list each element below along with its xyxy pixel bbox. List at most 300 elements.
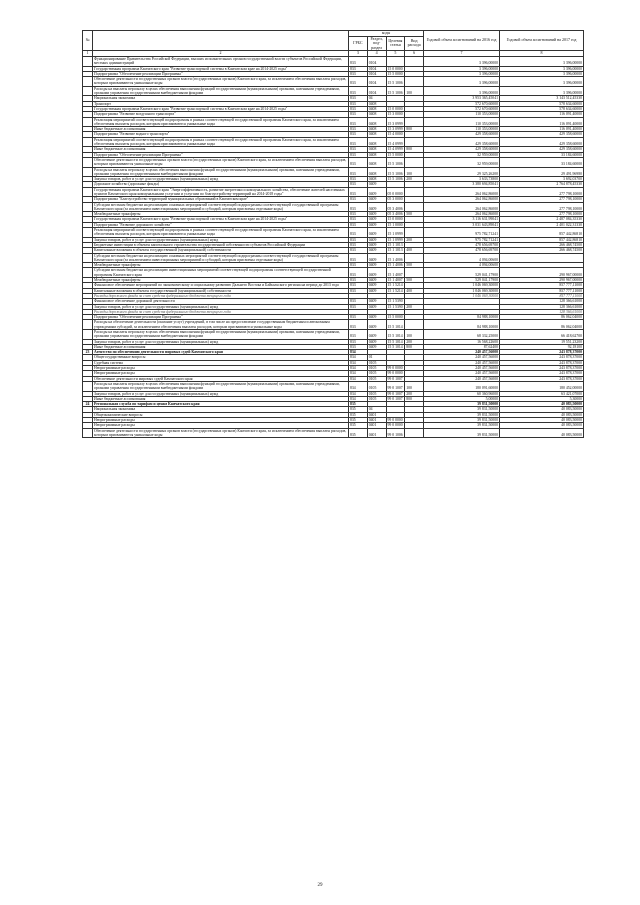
row-volume-2016: 3 396,00000 bbox=[424, 71, 500, 76]
row-razdel: 0409 bbox=[367, 222, 386, 227]
row-name: Реализация мероприятий соответствующей подпрограммы в рамках соответствующей государственной программы Камчатского края, за исключением обеспечения выплаты расходов, которым присваиваются уникальные коды bbox=[93, 228, 349, 238]
row-expense-type bbox=[405, 157, 424, 167]
row-volume-2016: 478 656,69700 bbox=[424, 248, 500, 253]
row-expense-type bbox=[405, 320, 424, 330]
row-target-article: 15 5 1014 bbox=[386, 344, 405, 349]
row-volume-2016: 39 831,50000 bbox=[424, 428, 500, 438]
row-volume-2016: 264 062,86000 bbox=[424, 202, 500, 212]
header-expense-type: Вид расхода bbox=[405, 36, 424, 51]
row-name: Иные бюджетные ассигнования bbox=[93, 396, 349, 401]
row-target-article: 15 4 0999 bbox=[386, 147, 405, 152]
row-name: Межбюджетные трансферты bbox=[93, 212, 349, 217]
row-volume-2017: 40 083,50000 bbox=[500, 407, 584, 412]
row-name: Расходы на выплаты персоналу в целях обеспечения выполнения функций государственными (муниципальными) органами, казенными учреждениями, органами управления государственными внебюджетными фондами bbox=[93, 381, 349, 391]
row-volume-2017: 180 452,00000 bbox=[500, 381, 584, 391]
row-volume-2017: 40 083,50000 bbox=[500, 412, 584, 417]
row-volume-2017 bbox=[500, 253, 584, 263]
row-name: Подпрограмма "Обеспечение реализации Программы" bbox=[93, 315, 349, 320]
row-volume-2017: 19 551,23200 bbox=[500, 339, 584, 344]
row-target-article: 15 5 1014 bbox=[386, 320, 405, 330]
row-number bbox=[83, 86, 93, 96]
row-name: Расходы на обеспечение деятельности (оказание услуг) учреждений, в том числе на предоставление государственным бюджетным и автономным учреждениям субсидий, за исключением обеспечения выплаты расходов, которым присваиваются уникальные коды bbox=[93, 320, 349, 330]
page-number: 29 bbox=[317, 883, 323, 888]
row-volume-2017: 857 777,11000 bbox=[500, 293, 584, 298]
table-row bbox=[83, 157, 584, 167]
row-volume-2017: 857 777,11000 bbox=[500, 283, 584, 288]
row-volume-2017: 116 091,40000 bbox=[500, 117, 584, 127]
row-grbs: 833 bbox=[349, 71, 368, 76]
row-razdel: 0105 bbox=[367, 381, 386, 391]
row-grbs: 833 bbox=[349, 320, 368, 330]
row-volume-2017: 3 396,00000 bbox=[500, 56, 584, 66]
row-grbs: 833 bbox=[349, 344, 368, 349]
row-volume-2017: 857 442,86810 bbox=[500, 237, 584, 242]
row-volume-2016: 429 358,60000 bbox=[424, 132, 500, 137]
row-razdel: 0408 bbox=[367, 177, 386, 182]
row-volume-2016: 5,00000 bbox=[424, 396, 500, 401]
row-volume-2017: 429 358,60000 bbox=[500, 132, 584, 137]
row-target-article: 15 5 0000 bbox=[386, 71, 405, 76]
row-target-article: 15 5 0000 bbox=[386, 152, 405, 157]
row-grbs: 834 bbox=[349, 366, 368, 371]
table-row bbox=[83, 137, 584, 147]
row-target-article: 99 0 1007 bbox=[386, 381, 405, 391]
row-grbs: 833 bbox=[349, 157, 368, 167]
row-razdel: 0409 bbox=[367, 228, 386, 238]
row-razdel: 04 bbox=[367, 96, 386, 101]
row-razdel: 0105 bbox=[367, 371, 386, 376]
row-grbs: 833 bbox=[349, 96, 368, 101]
row-grbs: 833 bbox=[349, 147, 368, 152]
row-volume-2016: 110 353,00000 bbox=[424, 117, 500, 127]
row-grbs: 833 bbox=[349, 187, 368, 197]
row-razdel: 0409 bbox=[367, 278, 386, 283]
row-volume-2016: 29 325,26200 bbox=[424, 167, 500, 177]
row-number bbox=[83, 253, 93, 263]
row-target-article: 15 1 5390 bbox=[386, 304, 405, 309]
column-number: 7 bbox=[424, 51, 500, 57]
row-razdel: 0401 bbox=[367, 418, 386, 423]
row-expense-type bbox=[405, 77, 424, 87]
row-volume-2017: 277 798,10000 bbox=[500, 212, 584, 217]
row-name: Судебная система bbox=[93, 360, 349, 365]
row-number bbox=[83, 117, 93, 127]
row-name: Непрограммные расходы bbox=[93, 371, 349, 376]
row-volume-2017: 578 634,60000 bbox=[500, 101, 584, 106]
row-grbs: 834 bbox=[349, 350, 368, 355]
row-volume-2016: 264 062,86000 bbox=[424, 212, 500, 217]
row-razdel: 0409 bbox=[367, 242, 386, 247]
row-grbs: 833 bbox=[349, 106, 368, 111]
row-name: Субсидии местным бюджетам на реализацию основных мероприятий соответствующей подпрограммы соответствующей государственной программы Камчатского края (за исключением инвестиционных мероприятий и субсидий, которым присвоены отдельные коды) bbox=[93, 253, 349, 263]
row-expense-type bbox=[405, 253, 424, 263]
row-name: Национальная экономика bbox=[93, 96, 349, 101]
row-grbs: 833 bbox=[349, 299, 368, 304]
row-volume-2017: 3 396,00000 bbox=[500, 71, 584, 76]
row-target-article: 99 0 0000 bbox=[386, 371, 405, 376]
row-target-article: 15 1 0999 bbox=[386, 237, 405, 242]
row-number: 24 bbox=[83, 402, 93, 407]
row-volume-2017: 2 401 022,31330 bbox=[500, 222, 584, 227]
row-volume-2016: 3 953 365,45041 bbox=[424, 96, 500, 101]
row-volume-2016: 1 046 069,30000 bbox=[424, 283, 500, 288]
row-razdel: 0409 bbox=[367, 187, 386, 197]
row-volume-2016: 84 988,10000 bbox=[424, 315, 500, 320]
row-volume-2016: 975 782,71241 bbox=[424, 237, 500, 242]
row-grbs: 833 bbox=[349, 177, 368, 182]
table-row bbox=[83, 117, 584, 127]
row-grbs: 833 bbox=[349, 152, 368, 157]
row-name: Региональная служба по тарифам и ценам Камчатского края bbox=[93, 402, 349, 407]
row-grbs: 833 bbox=[349, 86, 368, 96]
row-grbs: 833 bbox=[349, 182, 368, 187]
row-volume-2016: 4 094,00600 bbox=[424, 253, 500, 263]
row-grbs: 835 bbox=[349, 418, 368, 423]
row-razdel: 0104 bbox=[367, 71, 386, 76]
row-razdel: 0409 bbox=[367, 212, 386, 217]
row-target-article: 05 0 0000 bbox=[386, 187, 405, 197]
row-volume-2016: 3 633,73800 bbox=[424, 177, 500, 182]
row-razdel: 0104 bbox=[367, 86, 386, 96]
row-expense-type: 800 bbox=[405, 344, 424, 349]
row-expense-type: 200 bbox=[405, 237, 424, 242]
row-razdel: 0409 bbox=[367, 217, 386, 222]
row-name: Финансовое обеспечение дорожной деятельности bbox=[93, 299, 349, 304]
row-target-article: 15 1 5214 bbox=[386, 283, 405, 288]
row-target-article: 15 5 0000 bbox=[386, 315, 405, 320]
row-target-article: 15 1 0000 bbox=[386, 222, 405, 227]
row-volume-2016: 240 457,56000 bbox=[424, 355, 500, 360]
row-volume-2017: 243 878,37000 bbox=[500, 371, 584, 376]
row-name: Расходы дорожного фонда за счет средств федерального бюджета текущего года bbox=[93, 309, 349, 314]
row-volume-2017: 66 418,62700 bbox=[500, 330, 584, 340]
row-razdel: 0408 bbox=[367, 117, 386, 127]
row-expense-type: 800 bbox=[405, 147, 424, 152]
row-name: Транспорт bbox=[93, 101, 349, 106]
row-target-article: 15 5 1014 bbox=[386, 330, 405, 340]
row-grbs: 833 bbox=[349, 132, 368, 137]
row-razdel: 0408 bbox=[367, 101, 386, 106]
row-name: Иные бюджетные ассигнования bbox=[93, 127, 349, 132]
row-volume-2016: 32 959,00000 bbox=[424, 157, 500, 167]
budget-table-sheet bbox=[82, 30, 584, 438]
row-grbs: 833 bbox=[349, 339, 368, 344]
row-name: Непрограммные расходы bbox=[93, 366, 349, 371]
row-volume-2017: 33 184,60000 bbox=[500, 152, 584, 157]
row-number bbox=[83, 137, 93, 147]
row-razdel: 0104 bbox=[367, 77, 386, 87]
row-razdel: 0408 bbox=[367, 106, 386, 111]
row-target-article: 15 5 1006 bbox=[386, 177, 405, 182]
row-name: Реализация мероприятий соответствующей подпрограммы в рамках соответствующей государственной программы Камчатского края, за исключением обеспечения выплаты расходов, которым присваиваются уникальные коды bbox=[93, 137, 349, 147]
row-target-article: 15 1 4006 bbox=[386, 253, 405, 263]
row-razdel: 0408 bbox=[367, 167, 386, 177]
row-volume-2016: 4 094,00600 bbox=[424, 263, 500, 268]
row-volume-2016: 478 656,69700 bbox=[424, 242, 500, 247]
row-number bbox=[83, 268, 93, 278]
row-name: Обеспечение деятельности государственных органов власти (государственных органов) Камчатского края, за исключением обеспечения выплаты расходов, которым присваиваются уникальные коды bbox=[93, 157, 349, 167]
header-volume-2016: Годовой объем ассигнований на 2016 год bbox=[424, 31, 500, 51]
row-volume-2016: 16 568,22600 bbox=[424, 339, 500, 344]
table-row bbox=[83, 253, 584, 263]
row-name: Подпрограмма "Развитие воздушного транспорта" bbox=[93, 112, 349, 117]
row-volume-2016: 3 396,00000 bbox=[424, 56, 500, 66]
row-razdel: 0105 bbox=[367, 396, 386, 401]
row-target-article: 15 5 1006 bbox=[386, 157, 405, 167]
column-number: 3 bbox=[349, 51, 368, 57]
row-number bbox=[83, 167, 93, 177]
row-grbs: 833 bbox=[349, 283, 368, 288]
row-grbs: 833 bbox=[349, 197, 368, 202]
header-no: № bbox=[83, 31, 93, 51]
row-razdel: 0105 bbox=[367, 366, 386, 371]
row-name: Подпрограмма "Благоустройство территорий муниципальных образований в Камчатском крае" bbox=[93, 197, 349, 202]
row-grbs: 833 bbox=[349, 237, 368, 242]
row-razdel: 0408 bbox=[367, 157, 386, 167]
row-volume-2017: 5,30000 bbox=[500, 396, 584, 401]
row-volume-2017: 277 798,10000 bbox=[500, 187, 584, 197]
row-grbs: 833 bbox=[349, 202, 368, 212]
row-name: Бюджетные инвестиции в объекты капитального строительства государственной собственности субъектов Российской Федерации bbox=[93, 242, 349, 247]
row-razdel: 0409 bbox=[367, 197, 386, 202]
row-razdel: 0409 bbox=[367, 288, 386, 293]
row-volume-2016: 264 062,86000 bbox=[424, 197, 500, 202]
row-volume-2017: 243 878,37000 bbox=[500, 366, 584, 371]
row-target-article: 15 1 4007 bbox=[386, 278, 405, 283]
row-volume-2016: 110 353,00000 bbox=[424, 112, 500, 117]
row-name: Национальная экономика bbox=[93, 407, 349, 412]
row-grbs: 833 bbox=[349, 263, 368, 268]
table-row bbox=[83, 320, 584, 330]
row-expense-type: 500 bbox=[405, 278, 424, 283]
budget-table bbox=[82, 30, 584, 438]
header-codes-group: коды bbox=[349, 31, 424, 37]
row-target-article: 15 1 1013 bbox=[386, 248, 405, 253]
row-target-article: 15 0 0000 bbox=[386, 217, 405, 222]
header-razdel: Раздел, под-раздел bbox=[367, 36, 386, 51]
row-volume-2016: 1 046 069,30000 bbox=[424, 293, 500, 298]
row-volume-2017: 40 083,50000 bbox=[500, 423, 584, 428]
row-name: Обеспечение деятельности мировых судей Камчатского края bbox=[93, 376, 349, 381]
row-number bbox=[83, 187, 93, 197]
row-volume-2017: 3 396,00000 bbox=[500, 77, 584, 87]
row-expense-type: 200 bbox=[405, 339, 424, 344]
row-grbs: 834 bbox=[349, 355, 368, 360]
row-expense-type bbox=[405, 202, 424, 212]
row-name: Общеэкономические вопросы bbox=[93, 412, 349, 417]
row-number bbox=[83, 330, 93, 340]
row-target-article: 15 1 1013 bbox=[386, 242, 405, 247]
table-row bbox=[83, 428, 584, 438]
row-volume-2017: 116 091,40000 bbox=[500, 127, 584, 132]
row-razdel: 0409 bbox=[367, 182, 386, 187]
row-name: Государственная программа Камчатского края "Развитие транспортной системы в Камчатском крае на 2014-2025 годы" bbox=[93, 66, 349, 71]
row-volume-2017: 429 358,60000 bbox=[500, 147, 584, 152]
row-razdel: 0401 bbox=[367, 428, 386, 438]
row-expense-type: 800 bbox=[405, 396, 424, 401]
row-name: Подпрограмма "Развитие водного транспорта" bbox=[93, 132, 349, 137]
row-target-article: 15 4 0999 bbox=[386, 137, 405, 147]
row-number bbox=[83, 428, 93, 438]
row-volume-2016: 572 670,60000 bbox=[424, 101, 500, 106]
row-razdel: 0104 bbox=[367, 66, 386, 71]
row-volume-2016: 39 831,50000 bbox=[424, 412, 500, 417]
row-volume-2017: 29 491,96980 bbox=[500, 167, 584, 177]
row-volume-2016: 429 358,60000 bbox=[424, 137, 500, 147]
header-volume-2017: Годовой объем ассигнований на 2017 год bbox=[500, 31, 584, 51]
row-razdel: 0409 bbox=[367, 330, 386, 340]
row-volume-2016: 429 358,60000 bbox=[424, 147, 500, 152]
row-target-article: 15 0 0000 bbox=[386, 106, 405, 111]
row-razdel: 0408 bbox=[367, 152, 386, 157]
row-number bbox=[83, 320, 93, 330]
row-grbs: 833 bbox=[349, 268, 368, 278]
row-volume-2017: 2 487 084,35330 bbox=[500, 217, 584, 222]
row-grbs: 834 bbox=[349, 381, 368, 391]
row-razdel: 0409 bbox=[367, 202, 386, 212]
row-volume-2016: 240 457,56000 bbox=[424, 360, 500, 365]
row-volume-2016: 240 457,56000 bbox=[424, 350, 500, 355]
row-razdel: 0408 bbox=[367, 147, 386, 152]
row-volume-2016: 68 332,25000 bbox=[424, 330, 500, 340]
row-razdel: 04 bbox=[367, 407, 386, 412]
row-number bbox=[83, 77, 93, 87]
row-target-article: 05 3 0000 bbox=[386, 197, 405, 202]
row-volume-2017: 92,18100 bbox=[500, 344, 584, 349]
column-number: 2 bbox=[93, 51, 349, 57]
row-grbs: 833 bbox=[349, 127, 368, 132]
row-volume-2016: 110 353,00000 bbox=[424, 127, 500, 132]
table-body bbox=[83, 56, 584, 437]
row-razdel: 0401 bbox=[367, 423, 386, 428]
row-expense-type bbox=[405, 228, 424, 238]
row-volume-2016: 3 396,00000 bbox=[424, 66, 500, 71]
row-grbs: 835 bbox=[349, 423, 368, 428]
row-number bbox=[83, 157, 93, 167]
row-razdel: 0409 bbox=[367, 283, 386, 288]
row-razdel: 0409 bbox=[367, 344, 386, 349]
row-grbs: 833 bbox=[349, 77, 368, 87]
column-number: 6 bbox=[405, 51, 424, 57]
row-volume-2017: 86 062,04000 bbox=[500, 315, 584, 320]
row-grbs: 833 bbox=[349, 167, 368, 177]
row-volume-2016: 240 457,56000 bbox=[424, 366, 500, 371]
row-razdel: 0408 bbox=[367, 137, 386, 147]
row-target-article: 15 3 0999 bbox=[386, 117, 405, 127]
row-volume-2017: 128 366,61000 bbox=[500, 304, 584, 309]
row-name: Подпрограмма "Обеспечение реализации Программы" bbox=[93, 152, 349, 157]
row-volume-2017: 243 878,37000 bbox=[500, 376, 584, 381]
row-name: Дорожное хозяйство (дорожные фонды) bbox=[93, 182, 349, 187]
row-razdel: 0105 bbox=[367, 391, 386, 396]
row-expense-type: 200 bbox=[405, 304, 424, 309]
row-volume-2017: 290 967,00000 bbox=[500, 278, 584, 283]
row-target-article: 15 5 1006 bbox=[386, 167, 405, 177]
table-row bbox=[83, 228, 584, 238]
row-expense-type: 200 bbox=[405, 177, 424, 182]
row-name: Финансовое обеспечение мероприятий по экономическому и социальному развитию Дальнего Востока и Байкальского региона на период до 2013 года bbox=[93, 283, 349, 288]
table-row bbox=[83, 86, 584, 96]
row-target-article: 99 0 0000 bbox=[386, 418, 405, 423]
row-razdel: 0409 bbox=[367, 315, 386, 320]
row-grbs: 833 bbox=[349, 101, 368, 106]
row-volume-2016: 572 670,60000 bbox=[424, 106, 500, 111]
table-row bbox=[83, 330, 584, 340]
row-volume-2016: 60 360,96000 bbox=[424, 391, 500, 396]
row-number bbox=[83, 228, 93, 238]
row-name: Обеспечение деятельности государственных органов власти (государственных органов) Камчатского края, за исключением обеспечения выплаты расходов, которым присваиваются уникальные коды bbox=[93, 428, 349, 438]
row-volume-2016: 3 031 643,89041 bbox=[424, 222, 500, 227]
row-razdel: 0408 bbox=[367, 112, 386, 117]
row-target-article: 05 3 4006 bbox=[386, 202, 405, 212]
row-volume-2017: 243 878,37000 bbox=[500, 355, 584, 360]
row-volume-2016: 87,62400 bbox=[424, 344, 500, 349]
row-name: Субсидии местным бюджетам на реализацию инвестиционных мероприятий соответствующей подпрограммы соответствующей государственной программы Камчатского края bbox=[93, 268, 349, 278]
row-razdel: 0409 bbox=[367, 299, 386, 304]
row-grbs: 833 bbox=[349, 212, 368, 217]
row-razdel: 0408 bbox=[367, 132, 386, 137]
row-volume-2017: 243 878,37000 bbox=[500, 350, 584, 355]
row-grbs: 833 bbox=[349, 304, 368, 309]
table-row bbox=[83, 268, 584, 278]
table-row bbox=[83, 167, 584, 177]
row-target-article: 15 5 1014 bbox=[386, 339, 405, 344]
row-name: Функционирование Правительства Российской Федерации, высших исполнительных органов государственной власти субъектов Российской Федерации, местных администраций bbox=[93, 56, 349, 66]
row-grbs: 833 bbox=[349, 56, 368, 66]
table-row bbox=[83, 381, 584, 391]
row-name: Капитальные вложения в объекты государственной (муниципальной) собственности bbox=[93, 248, 349, 253]
row-name: Закупка товаров, работ и услуг для государственных (муниципальных) нужд bbox=[93, 339, 349, 344]
row-name: Закупка товаров, работ и услуг для государственных (муниципальных) нужд bbox=[93, 391, 349, 396]
row-volume-2017: 116 091,40000 bbox=[500, 112, 584, 117]
row-razdel: 0409 bbox=[367, 263, 386, 268]
row-volume-2017: 857 777,11000 bbox=[500, 288, 584, 293]
row-grbs: 833 bbox=[349, 228, 368, 238]
row-volume-2017: 266 468,74500 bbox=[500, 242, 584, 247]
row-volume-2016: 264 062,86000 bbox=[424, 187, 500, 197]
row-volume-2016: 84 988,10000 bbox=[424, 320, 500, 330]
row-razdel: 0104 bbox=[367, 56, 386, 66]
row-name: Расходы на выплаты персоналу в целях обеспечения выполнения функций государственными (муниципальными) органами, казенными учреждениями, органами управления государственными внебюджетными фондами bbox=[93, 330, 349, 340]
row-volume-2016: 240 457,56000 bbox=[424, 371, 500, 376]
row-volume-2016: 3 396,00000 bbox=[424, 86, 500, 96]
row-volume-2017: 86 062,04000 bbox=[500, 320, 584, 330]
row-expense-type: 400 bbox=[405, 248, 424, 253]
row-volume-2016: 529 041,17900 bbox=[424, 278, 500, 283]
row-name: Подпрограмма "Развитие дорожного хозяйства" bbox=[93, 222, 349, 227]
row-name: Государственная программа Камчатского края "Энергоэффективность, развитие энергетики и коммунального хозяйства, обеспечение жителей населенных пунктов Камчатского края коммунальными услугами и услугами по благоустройству территорий на 2014-2018 годы" bbox=[93, 187, 349, 197]
row-volume-2016: 240 457,56000 bbox=[424, 376, 500, 381]
row-volume-2016: 180 091,60000 bbox=[424, 381, 500, 391]
row-grbs: 834 bbox=[349, 371, 368, 376]
row-grbs: 834 bbox=[349, 396, 368, 401]
row-grbs: 833 bbox=[349, 315, 368, 320]
row-razdel: 0105 bbox=[367, 360, 386, 365]
row-volume-2016: 32 959,00000 bbox=[424, 152, 500, 157]
row-name: Субсидии местным бюджетам на реализацию основных мероприятий соответствующей подпрограммы соответствующей государственной программы Камчатского края (за исключением инвестиционных мероприятий и субсидий, которым присвоены отдельные коды) bbox=[93, 202, 349, 212]
row-target-article: 15 1 5390 bbox=[386, 299, 405, 304]
row-volume-2017: 277 798,10000 bbox=[500, 197, 584, 202]
row-razdel: 0409 bbox=[367, 304, 386, 309]
row-grbs: 835 bbox=[349, 402, 368, 407]
row-name: Государственная программа Камчатского края "Развитие транспортной системы в Камчатском крае на 2014-2025 годы" bbox=[93, 106, 349, 111]
row-expense-type: 100 bbox=[405, 86, 424, 96]
row-expense-type bbox=[405, 268, 424, 278]
row-volume-2017: 40 083,50000 bbox=[500, 428, 584, 438]
row-target-article: 99 0 1007 bbox=[386, 391, 405, 396]
row-grbs: 833 bbox=[349, 242, 368, 247]
header-target-article: Целевая статья bbox=[386, 36, 405, 51]
